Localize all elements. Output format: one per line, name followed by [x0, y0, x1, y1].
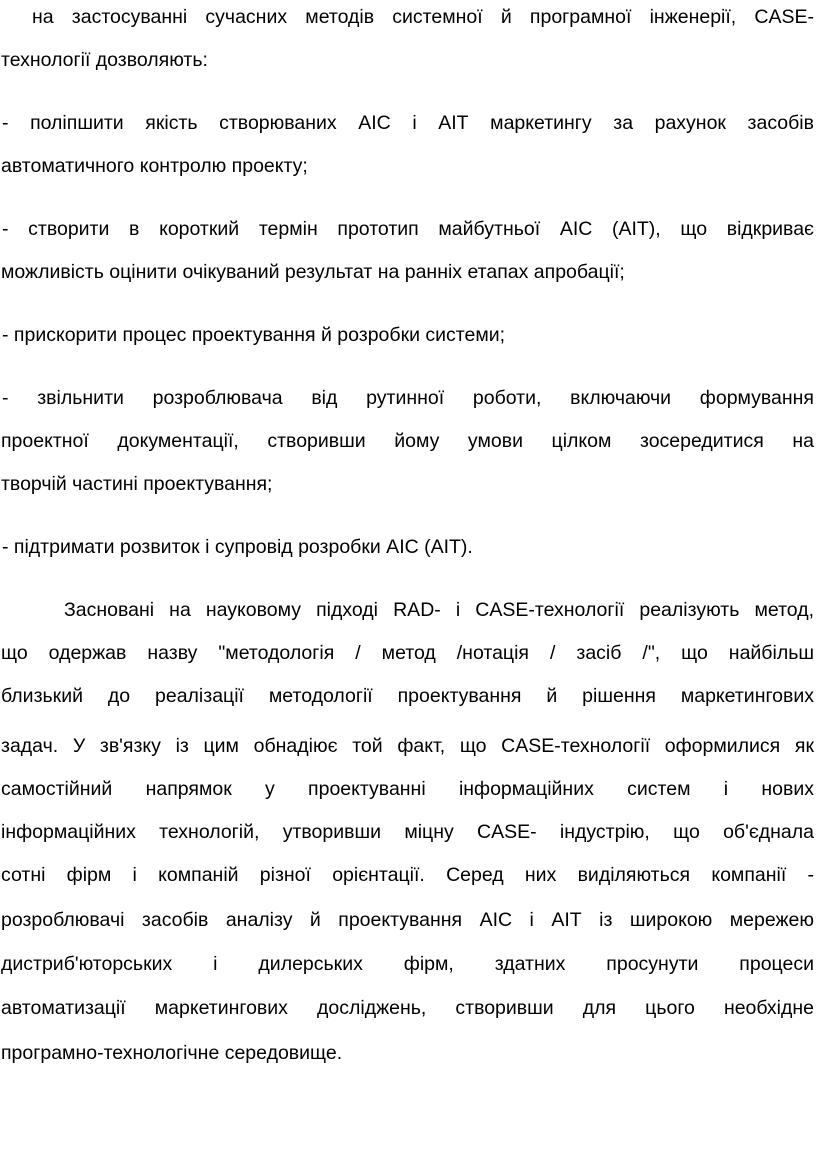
paragraph-line: задач. У зв'язку із цим обнадіює той факт, що CASE-технології оформилися як [1, 735, 814, 757]
paragraph-line: технології дозволяють: [1, 49, 208, 71]
paragraph-line: програмно-технологічне середовище. [1, 1042, 343, 1064]
paragraph-line: сотні фірм і компаній різної орієнтації. Серед них виділяються компанії - [1, 864, 814, 886]
bullet-item-line: автоматичного контролю проекту; [1, 155, 308, 177]
paragraph-line: близький до реалізації методології проектування й рішення маркетингових [1, 685, 814, 707]
paragraph-line: дистриб'юторських і дилерських фірм, здатних просунути процеси [1, 953, 814, 975]
bullet-item-line: - поліпшити якість створюваних АІС і АІТ маркетингу за рахунок засобів [2, 112, 814, 134]
bullet-item-line: - підтримати розвиток і супровід розробки АІС (АІТ). [2, 536, 473, 558]
paragraph-line: Засновані на науковому підході RAD- і CASE-технології реалізують метод, [64, 599, 814, 621]
paragraph-line: на застосуванні сучасних методів системної й програмної інженерії, CASE- [32, 6, 814, 28]
paragraph-line: інформаційних технологій, утворивши міцну CASE- індустрію, що об'єднала [1, 821, 814, 843]
bullet-item-line: проектної документації, створивши йому умови цілком зосередитися на [1, 430, 814, 452]
bullet-item-line: - прискорити процес проектування й розробки системи; [2, 324, 506, 346]
bullet-item-line: можливість оцінити очікуваний результат на ранніх етапах апробації; [1, 261, 625, 283]
bullet-item-line: творчій частині проектування; [1, 473, 273, 495]
paragraph-line: самостійний напрямок у проектуванні інформаційних систем і нових [1, 778, 814, 800]
paragraph-line: автоматизації маркетингових досліджень, створивши для цього необхідне [1, 997, 814, 1019]
bullet-item-line: - створити в короткий термін прототип майбутньої АІС (АІТ), що відкриває [2, 218, 814, 240]
paragraph-line: розроблювачі засобів аналізу й проектування АІС і АІТ із широкою мережею [1, 909, 814, 931]
paragraph-line: що одержав назву "методологія / метод /нотація / засіб /", що найбільш [1, 642, 814, 664]
bullet-item-line: - звільнити розроблювача від рутинної роботи, включаючи формування [2, 387, 814, 409]
